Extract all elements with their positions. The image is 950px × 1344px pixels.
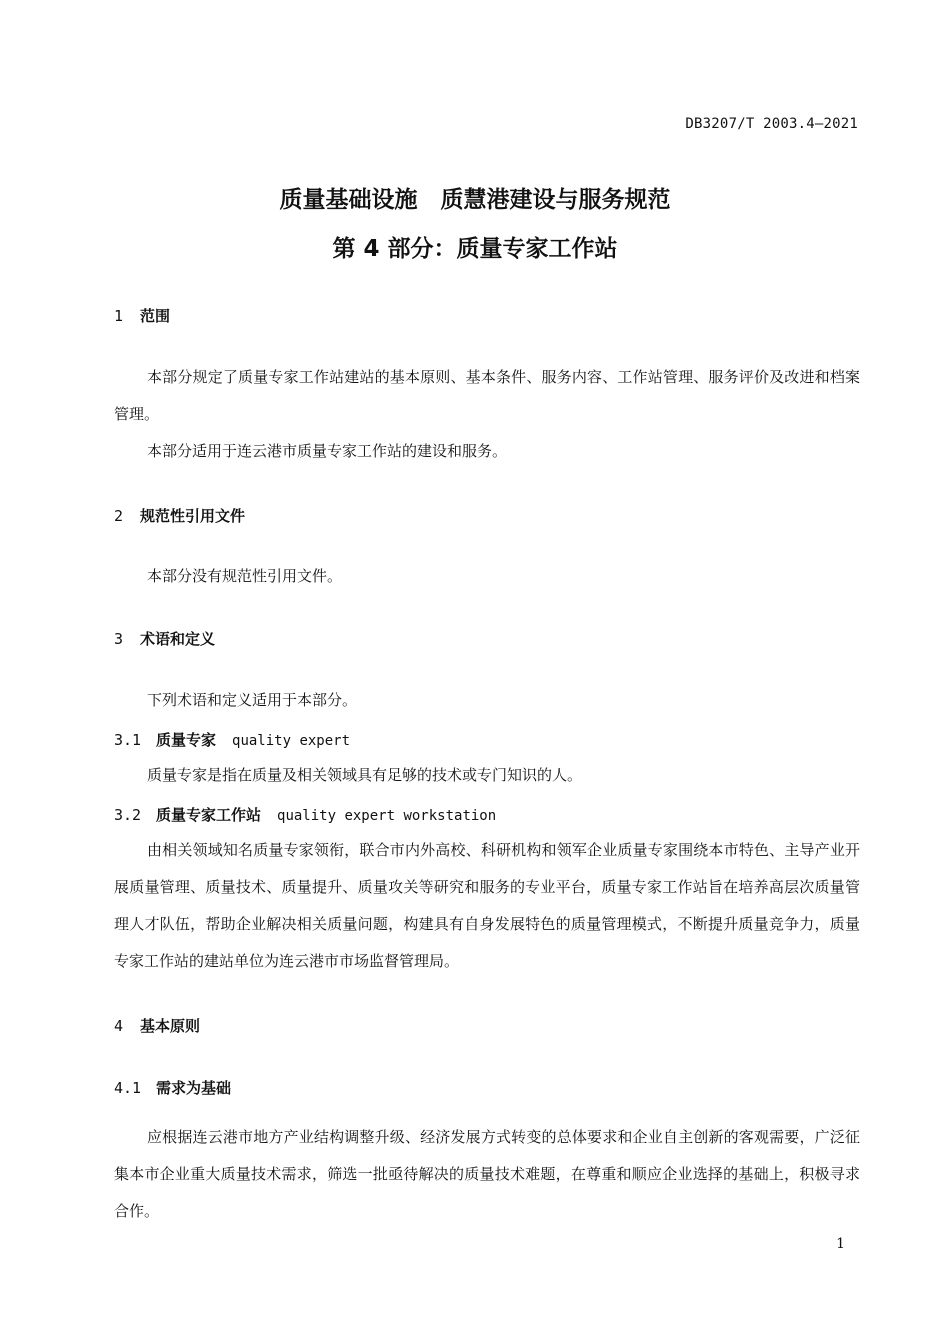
section-title: 范围 xyxy=(140,307,171,325)
term-number: 3.2 xyxy=(114,806,142,824)
subsection-title: 需求为基础 xyxy=(156,1079,232,1097)
term-title: 质量专家 xyxy=(156,731,217,749)
subsection-4-1-paragraph: 应根据连云港市地方产业结构调整升级、经济发展方式转变的总体要求和企业自主创新的客观需要，广泛征集本市企业重大质量技术需求，筛选一批亟待解决的质量技术难题，在尊重和顺应企业选择的基础上，积极寻求合作。 xyxy=(114,1128,860,1220)
section-title: 基本原则 xyxy=(140,1017,201,1035)
term-english: quality expert xyxy=(232,733,351,749)
section-1-paragraph-1: 本部分规定了质量专家工作站建站的基本原则、基本条件、服务内容、工作站管理、服务评价及改进和档案管理。 xyxy=(114,368,860,423)
term-3-2-heading xyxy=(114,804,496,825)
term-3-2-definition: 由相关领域知名质量专家领衔，联合市内外高校、科研机构和领军企业质量专家围绕本市特色、主导产业开展质量管理、质量技术、质量提升、质量攻关等研究和服务的专业平台，质量专家工作站旨在培养高层次质量管理人才队伍，帮助企业解决相关质量问题，构建具有自身发展特色的质量管理模式，不断提升质量竞争力，质量专家工作站的建站单位为连云港市市场监督管理局。 xyxy=(114,841,860,970)
document-subtitle: 第 4 部分：质量专家工作站 xyxy=(332,236,618,262)
term-3-1-heading xyxy=(114,729,350,750)
section-1-heading xyxy=(114,305,170,326)
term-3-1-definition: 质量专家是指在质量及相关领域具有足够的技术或专门知识的人。 xyxy=(147,766,583,784)
section-2-paragraph-1: 本部分没有规范性引用文件。 xyxy=(147,567,343,585)
section-2-heading xyxy=(114,505,245,526)
document-title: 质量基础设施 质慧港建设与服务规范 xyxy=(279,187,671,213)
subsection-4-1-heading xyxy=(114,1077,231,1098)
section-3-heading xyxy=(114,628,215,649)
page-number: 1 xyxy=(836,1236,845,1252)
section-number: 2 xyxy=(114,507,124,525)
section-1-paragraph-2: 本部分适用于连云港市质量专家工作站的建设和服务。 xyxy=(147,442,508,460)
term-english: quality expert workstation xyxy=(277,808,497,824)
section-3-paragraph-1: 下列术语和定义适用于本部分。 xyxy=(147,691,358,709)
section-title: 术语和定义 xyxy=(140,630,216,648)
document-code: DB3207/T 2003.4—2021 xyxy=(685,116,858,132)
term-title: 质量专家工作站 xyxy=(156,806,262,824)
subsection-number: 4.1 xyxy=(114,1079,142,1097)
term-number: 3.1 xyxy=(114,731,142,749)
section-title: 规范性引用文件 xyxy=(140,507,246,525)
section-number: 1 xyxy=(114,307,124,325)
section-number: 4 xyxy=(114,1017,124,1035)
section-4-heading xyxy=(114,1015,200,1036)
section-number: 3 xyxy=(114,630,124,648)
